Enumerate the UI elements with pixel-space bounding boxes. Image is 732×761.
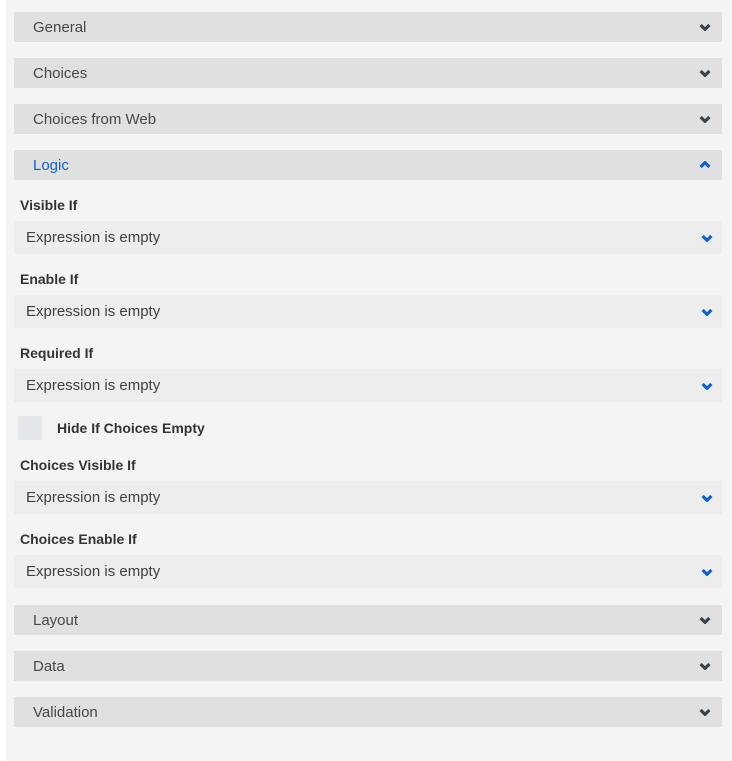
field-label-choices-enable-if: Choices Enable If <box>20 531 137 547</box>
choices-enable-if-dropdown-value: Expression is empty <box>26 563 161 580</box>
section-label-choices: Choices <box>33 64 88 82</box>
section-header-data[interactable] <box>14 651 722 681</box>
enable-if-dropdown-value: Expression is empty <box>26 303 161 320</box>
section-label-choices-from-web: Choices from Web <box>33 110 157 128</box>
visible-if-dropdown[interactable] <box>14 221 722 254</box>
logic-section-body <box>14 198 722 605</box>
chevron-down-icon <box>701 568 713 576</box>
choices-visible-if-dropdown-value: Expression is empty <box>26 489 161 506</box>
choices-enable-if-dropdown[interactable] <box>14 555 722 588</box>
enable-if-dropdown[interactable] <box>14 295 722 328</box>
hide-if-choices-empty-label: Hide If Choices Empty <box>57 420 205 436</box>
section-label-validation: Validation <box>33 703 98 721</box>
chevron-down-icon <box>699 23 711 31</box>
left-edge-divider <box>0 0 6 761</box>
section-label-logic: Logic <box>33 156 69 174</box>
field-label-required-if: Required If <box>20 345 94 361</box>
chevron-down-icon <box>701 494 713 502</box>
hide-if-choices-empty-row[interactable] <box>14 416 722 440</box>
section-header-validation[interactable] <box>14 697 722 727</box>
section-label-layout: Layout <box>33 611 79 629</box>
field-label-visible-if: Visible If <box>20 197 78 213</box>
chevron-down-icon <box>699 616 711 624</box>
hide-if-choices-empty-checkbox[interactable] <box>18 416 42 440</box>
choices-visible-if-dropdown[interactable] <box>14 481 722 514</box>
visible-if-dropdown-value: Expression is empty <box>26 229 161 246</box>
section-label-data: Data <box>33 657 65 675</box>
section-header-general[interactable] <box>14 12 722 42</box>
chevron-up-icon <box>699 161 711 169</box>
section-header-choices-from-web[interactable] <box>14 104 722 134</box>
section-header-choices[interactable] <box>14 58 722 88</box>
chevron-down-icon <box>701 308 713 316</box>
chevron-down-icon <box>699 662 711 670</box>
chevron-down-icon <box>701 382 713 390</box>
chevron-down-icon <box>699 115 711 123</box>
chevron-down-icon <box>701 234 713 242</box>
section-label-general: General <box>33 18 87 36</box>
field-label-enable-if: Enable If <box>20 271 79 287</box>
section-header-layout[interactable] <box>14 605 722 635</box>
required-if-dropdown[interactable] <box>14 369 722 402</box>
field-label-choices-visible-if: Choices Visible If <box>20 457 136 473</box>
required-if-dropdown-value: Expression is empty <box>26 377 161 394</box>
chevron-down-icon <box>699 708 711 716</box>
section-header-logic[interactable] <box>14 150 722 180</box>
chevron-down-icon <box>699 69 711 77</box>
